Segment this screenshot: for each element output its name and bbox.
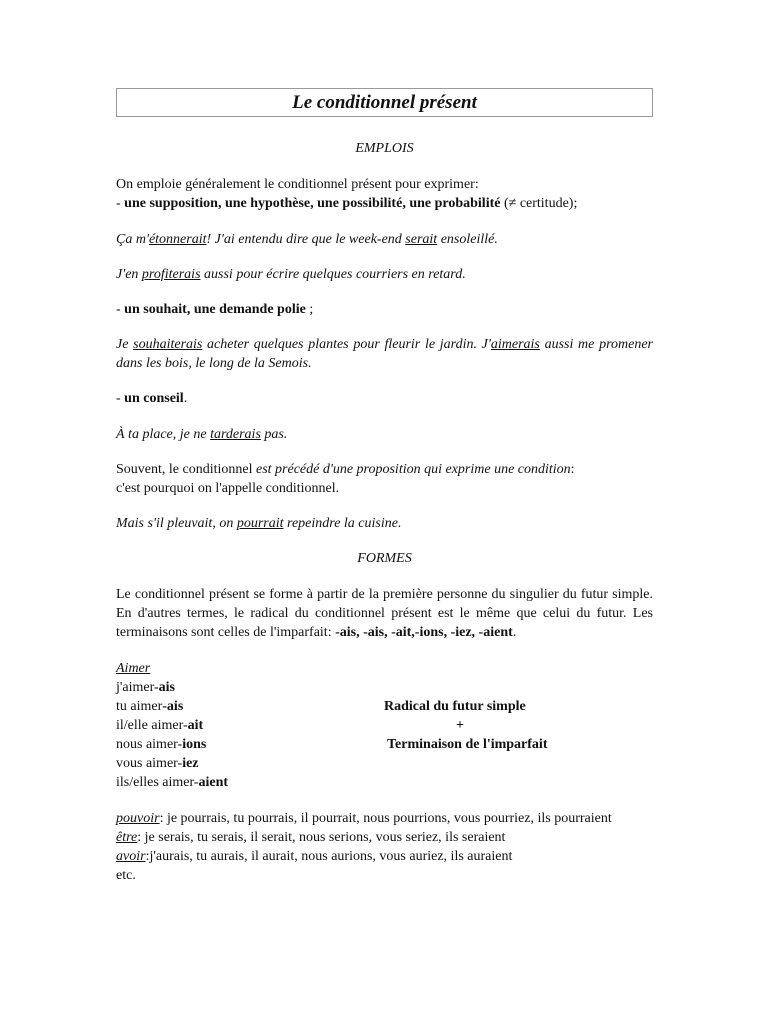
section-heading-emplois: EMPLOIS bbox=[355, 141, 414, 156]
condition-explanation: Souvent, le conditionnel est précédé d'une proposition qui exprime une condition: c'est pourquoi on l'appelle conditionnel. bbox=[116, 462, 575, 496]
usage-supposition: - une supposition, une hypothèse, une possibilité, une probabilité (≠ certitude); bbox=[116, 196, 578, 211]
example-3: Je souhaiterais acheter quelques plantes pour fleurir le jardin. J'aimerais aussi me promener dans les bois, le long de la Semois. bbox=[116, 337, 653, 371]
pouvoir-conjugation: pouvoir: je pourrais, tu pourrais, il pourrait, nous pourrions, vous pourriez, ils pourraient bbox=[116, 811, 612, 826]
usage-souhait: - un souhait, une demande polie ; bbox=[116, 302, 314, 317]
section-heading-formes: FORMES bbox=[357, 551, 412, 566]
etre-conjugation: être: je serais, tu serais, il serait, nous serions, vous seriez, ils seraient bbox=[116, 830, 506, 845]
rule-terminaison: Terminaison de l'imparfait bbox=[387, 737, 548, 752]
etc-text: etc. bbox=[116, 868, 136, 883]
example-2: J'en profiterais aussi pour écrire quelques courriers en retard. bbox=[116, 267, 466, 282]
conj-row: ils/elles aimer-aient bbox=[116, 775, 229, 790]
conj-row: vous aimer-iez bbox=[116, 756, 199, 771]
usage-conseil: - un conseil. bbox=[116, 391, 188, 406]
example-5: Mais s'il pleuvait, on pourrait repeindre la cuisine. bbox=[116, 516, 402, 531]
intro-text: On emploie généralement le conditionnel présent pour exprimer: bbox=[116, 177, 479, 192]
conj-row: j'aimer-ais bbox=[116, 680, 176, 695]
conj-row: tu aimer-ais Radical du futur simple bbox=[116, 699, 526, 714]
avoir-conjugation: avoir:j'aurais, tu aurais, il aurait, nous aurions, vous auriez, ils auraient bbox=[116, 849, 513, 864]
formation-paragraph: Le conditionnel présent se forme à partir de la première personne du singulier du futur simple. En d'autres termes, le radical du conditionnel présent est le même que celui du futur. Les terminaisons sont celles de l'imparfait: -ais, -ais, -ait,-ions, -iez, -aient. bbox=[116, 587, 653, 640]
document-page bbox=[116, 88, 653, 885]
rule-radical: Radical du futur simple bbox=[384, 699, 526, 714]
page-title: Le conditionnel présent bbox=[116, 88, 653, 117]
verb-title-aimer: Aimer bbox=[116, 661, 151, 676]
conjugation-table bbox=[116, 678, 653, 792]
example-4: À ta place, je ne tarderais pas. bbox=[116, 427, 288, 442]
conj-row: il/elle aimer-ait + bbox=[116, 718, 464, 733]
conj-row: nous aimer-ions Terminaison de l'imparfait bbox=[116, 737, 548, 752]
example-1: Ça m'étonnerait! J'ai entendu dire que le week-end serait ensoleillé. bbox=[116, 232, 498, 247]
rule-plus: + bbox=[456, 718, 464, 733]
